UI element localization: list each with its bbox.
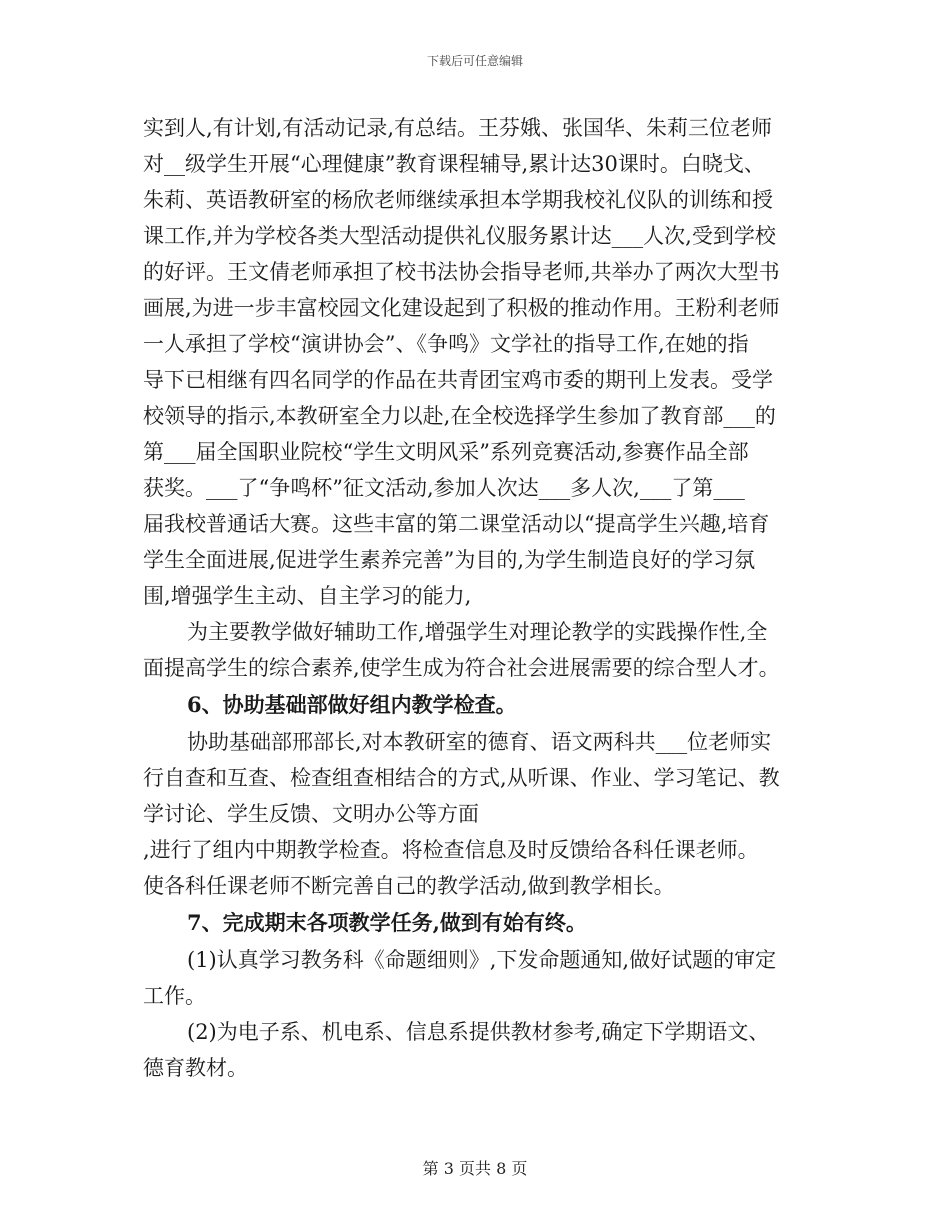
text-line: 画展,为进一步丰富校园文化建设起到了积极的推动作用。王粉利老师 xyxy=(143,296,780,320)
text-line: 学生全面进展,促进学生素养完善”为目的,为学生制造良好的学习氛 xyxy=(143,548,756,572)
text-line: 校领导的指示,本教研室全力以赴,在全校选择学生参加了教育部___的 xyxy=(143,404,776,428)
text-line: 对__级学生开展“心理健康”教育课程辅导,累计达30课时。白晓戈、 xyxy=(143,152,765,176)
section-heading: 7、完成期末各项教学任务,做到有始有终。 xyxy=(187,910,587,935)
text-line: 面提高学生的综合素养,使学生成为符合社会进展需要的综合型人才。 xyxy=(143,656,780,680)
text-line: 朱莉、英语教研室的杨欣老师继续承担本学期我校礼仪队的训练和授 xyxy=(143,188,773,212)
text-line: 协助基础部邢部长,对本教研室的德育、语文两科共___位老师实 xyxy=(187,730,772,754)
paragraph xyxy=(143,1014,833,1086)
text-line: 围,增强学生主动、自主学习的能力, xyxy=(143,584,472,608)
text-line: 为主要教学做好辅助工作,增强学生对理论教学的实践操作性,全 xyxy=(187,620,768,644)
text-line: 行自查和互查、检查组查相结合的方式,从听课、作业、学习笔记、教 xyxy=(143,766,780,790)
page-footer: 第 3 页共 8 页 xyxy=(422,1159,528,1178)
text-line: 导下已相继有四名同学的作品在共青团宝鸡市委的期刊上发表。受学 xyxy=(143,368,773,392)
text-line: 届我校普通话大赛。这些丰富的第二课堂活动以“提高学生兴趣,培育 xyxy=(143,512,770,536)
text-line: ,进行了组内中期教学检查。将检查信息及时反馈给各科任课老师。 xyxy=(143,838,759,862)
text-line: 工作。 xyxy=(143,984,206,1008)
text-line: 课工作,并为学校各类大型活动提供礼仪服务累计达___人次,受到学校 xyxy=(143,224,776,248)
paragraph xyxy=(143,724,833,904)
paragraph xyxy=(143,110,833,614)
text-line: (1)认真学习教务科《命题细则》,下发命题通知,做好试题的审定 xyxy=(187,948,777,972)
section-heading: 6、协助基础部做好组内教学检查。 xyxy=(187,692,517,717)
text-line: 第___届全国职业院校“学生文明风采”系列竞赛活动,参赛作品全部 xyxy=(143,440,749,464)
text-line: (2)为电子系、机电系、信息系提供教材参考,确定下学期语文、 xyxy=(187,1020,770,1044)
text-line: 实到人,有计划,有活动记录,有总结。王芬娥、张国华、朱莉三位老师 xyxy=(143,116,773,140)
text-line: 学讨论、学生反馈、文明办公等方面 xyxy=(143,802,479,826)
text-line: 德育教材。 xyxy=(143,1056,248,1080)
paragraph xyxy=(143,942,833,1014)
document-body xyxy=(143,110,833,1086)
text-line: 使各科任课老师不断完善自己的教学活动,做到教学相长。 xyxy=(143,874,675,898)
paragraph xyxy=(143,614,833,686)
page-header: 下载后可任意编辑 xyxy=(426,54,523,68)
text-line: 的好评。王文倩老师承担了校书法协会指导老师,共举办了两次大型书 xyxy=(143,260,780,284)
text-line: 一人承担了学校“演讲协会”、《争鸣》文学社的指导工作,在她的指 xyxy=(143,332,749,356)
text-line: 获奖。___了“争鸣杯”征文活动,参加人次达___多人次,___了第___ xyxy=(143,476,745,500)
